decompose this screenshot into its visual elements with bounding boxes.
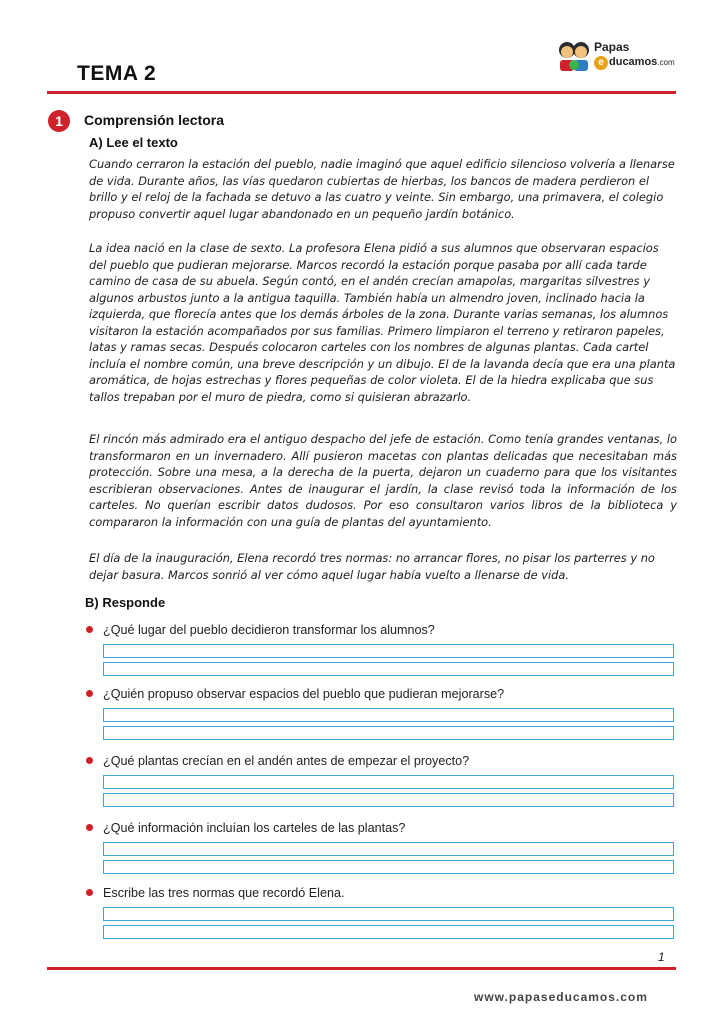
footer-divider (47, 967, 676, 970)
page-header (0, 0, 725, 100)
answer-line[interactable] (103, 708, 674, 722)
section-title: Comprensión lectora (84, 112, 225, 128)
question-item (86, 885, 676, 939)
footer-url: www.papaseducamos.com (474, 990, 648, 1004)
page-title: TEMA 2 (77, 62, 157, 85)
reading-paragraph: El rincón más admirado era el antiguo despacho del jefe de estación. Como tenía grandes ventanas, lo transformaron en un invernadero. Allí pusieron macetas con plantas delicadas que necesitaban más protección. Sobre una mesa, a la derecha de la puerta, dejaron un cuaderno para que los visitantes escribieran observaciones. Antes de inaugurar el jardín, la clase revisó toda la información de los carteles. No querían escribir datos dudosos. Por eso consultaron varios libros de la biblioteca y compararon la información con una guía de plantas del ayuntamiento. (89, 432, 677, 529)
answer-line[interactable] (103, 662, 674, 676)
brand-logo (556, 36, 686, 76)
answer-line[interactable] (103, 860, 674, 874)
question-text (86, 686, 676, 704)
bullet-icon (86, 690, 93, 697)
logo-e-badge: e (594, 56, 608, 70)
reading-paragraph: El día de la inauguración, Elena recordó tres normas: no arrancar flores, no pisar los parterres y no dejar basura. Marcos sonrió al ver cómo aquel lugar había vuelto a llenarse de vida. (89, 551, 655, 582)
question-text (86, 820, 676, 838)
bullet-icon (86, 626, 93, 633)
question-label: ¿Qué lugar del pueblo decidieron transformar los alumnos? (103, 623, 435, 637)
question-label: ¿Quién propuso observar espacios del pueblo que pudieran mejorarse? (103, 687, 505, 701)
question-item (86, 820, 676, 874)
logo-text-ducamos: ducamos (609, 56, 658, 68)
answer-line[interactable] (103, 644, 674, 658)
page-number: 1 (658, 950, 665, 964)
question-label: Escribe las tres normas que recordó Elena. (103, 886, 345, 900)
answer-line[interactable] (103, 793, 674, 807)
answer-line[interactable] (103, 842, 674, 856)
question-item (86, 753, 676, 807)
section-number-badge: 1 (48, 110, 70, 132)
header-divider (47, 91, 676, 94)
question-text (86, 622, 676, 640)
question-label: ¿Qué información incluían los carteles de las plantas? (103, 821, 406, 835)
reading-paragraph: La idea nació en la clase de sexto. La profesora Elena pidió a sus alumnos que observaran espacios del pueblo que pudieran mejorarse. Marcos recordó la estación porque pasaba por allí cada tarde camino de casa de su abuela. Según contó, en el andén crecían amapolas, margaritas silvestres y algunos arbustos junto a la antigua taquilla. También había un almendro joven, inclinado hacia la izquierda, que florecía antes que los demás árboles de la zona. Durante varias semanas, los alumnos visitaron la estación acompañados por sus familias. Primero limpiaron el terreno y retiraron papeles, latas y ramas secas. Después colocaron carteles con los nombres de algunas plantas. Cada cartel incluía el nombre común, una breve descripción y un dibujo. El de la lavanda decía que era una planta aromática, de hojas estrechas y flores pequeñas de color violeta. El de la hiedra explicaba que sus tallos trepaban por el muro de piedra, como si quisieran abrazarlo. (89, 241, 676, 404)
part-a-heading: A) Lee el texto (89, 135, 178, 150)
bullet-icon (86, 757, 93, 764)
question-item (86, 622, 676, 676)
bullet-icon (86, 824, 93, 831)
answer-line[interactable] (103, 907, 674, 921)
logo-text-papas: Papas (594, 40, 630, 54)
question-text (86, 753, 676, 771)
question-item (86, 686, 676, 740)
question-label: ¿Qué plantas crecían en el andén antes de empezar el proyecto? (103, 754, 470, 768)
logo-text-com: .com (657, 58, 675, 67)
question-text (86, 885, 676, 903)
logo-text-educamos (594, 56, 675, 70)
bullet-icon (86, 889, 93, 896)
part-b-heading: B) Responde (85, 595, 166, 610)
reading-paragraph: Cuando cerraron la estación del pueblo, nadie imaginó que aquel edificio silencioso volvería a llenarse de vida. Durante años, las vías quedaron cubiertas de hierbas, los bancos de madera perdieron el brillo y el reloj de la fachada se detuvo a las cuatro y veinte. Sin embargo, una primavera, el colegio propuso convertir aquel lugar abandonado en un pequeño jardín botánico. (89, 157, 675, 221)
answer-line[interactable] (103, 925, 674, 939)
answer-line[interactable] (103, 726, 674, 740)
kids-icon (556, 38, 592, 72)
answer-line[interactable] (103, 775, 674, 789)
